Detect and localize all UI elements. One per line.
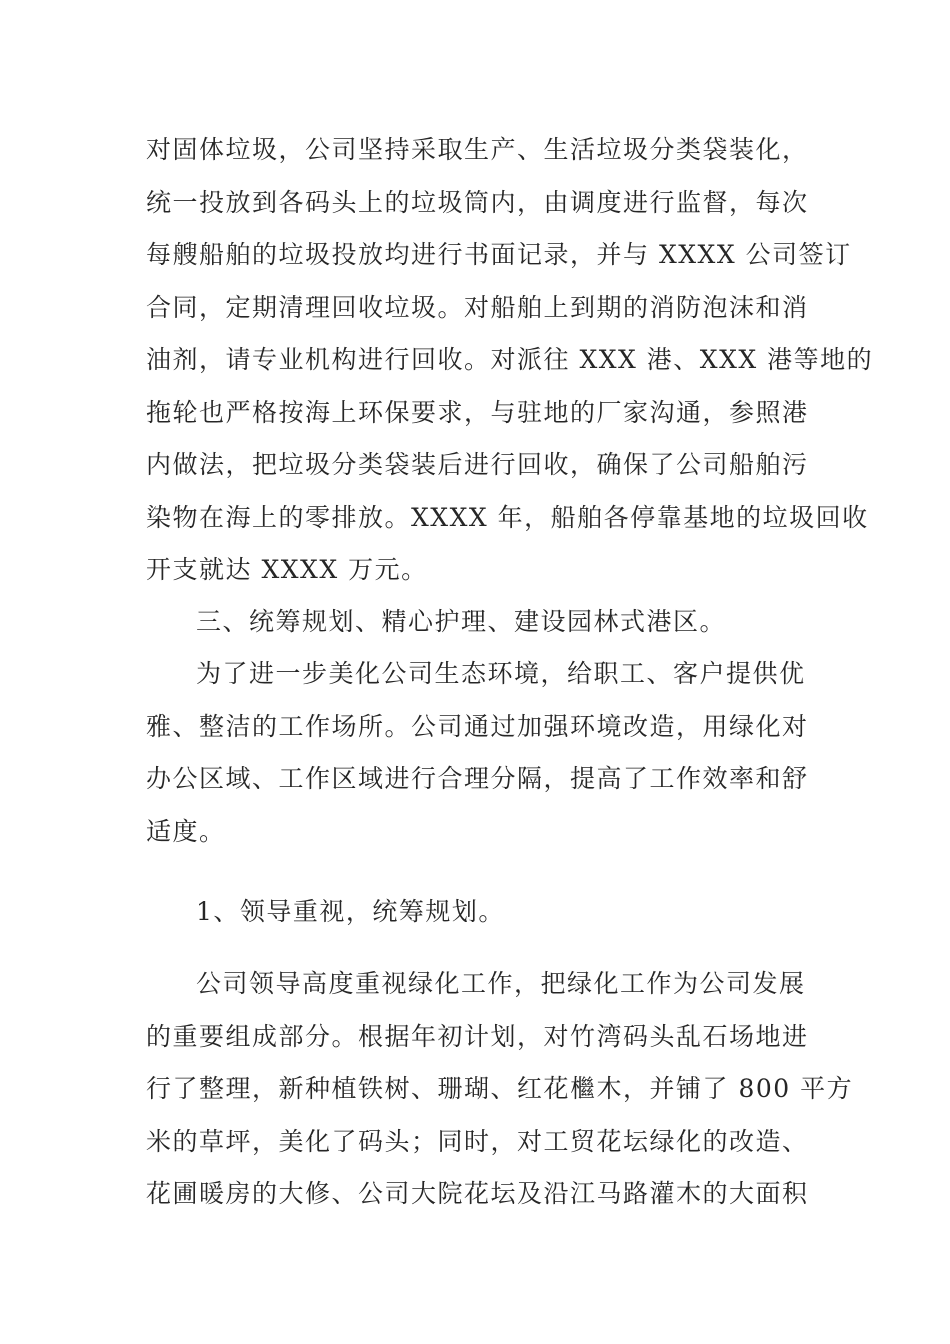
- text-line: 的重要组成部分。根据年初计划，对竹湾码头乱石场地进: [146, 1021, 809, 1051]
- text-line: 花圃暖房的大修、公司大院花坛及沿江马路灌木的大面积: [146, 1179, 809, 1208]
- subheading-one: [146, 886, 806, 939]
- text-line: 油剂，请专业机构进行回收。对派往 XXX 港、XXX 港等地的: [146, 345, 874, 374]
- text-line: 合同，定期清理回收垃圾。对船舶上到期的消防泡沫和消: [146, 292, 809, 322]
- text-line: 公司领导高度重视绿化工作，把绿化工作为公司发展: [196, 969, 806, 998]
- section-heading: 三、统筹规划、精心护理、建设园林式港区。: [196, 607, 727, 636]
- text-line: 米的草坪，美化了码头；同时，对工贸花坛绿化的改造、: [146, 1126, 809, 1156]
- text-line: 拖轮也严格按海上环保要求，与驻地的厂家沟通，参照港: [146, 397, 809, 427]
- text-line: 行了整理，新种植铁树、珊瑚、红花檵木，并铺了 800 平方: [146, 1074, 854, 1103]
- subsection-heading: 1、领导重视，统筹规划。: [196, 897, 505, 926]
- text-line: 为了进一步美化公司生态环境，给职工、客户提供优: [196, 659, 806, 688]
- paragraph-beautify-environment: [146, 648, 809, 858]
- text-line: 开支就达 XXXX 万元。: [146, 555, 428, 584]
- text-line: 内做法，把垃圾分类袋装后进行回收，确保了公司船舶污: [146, 450, 809, 479]
- text-line: 雅、整洁的工作场所。公司通过加强环境改造，用绿化对: [146, 711, 809, 741]
- text-line: 对固体垃圾，公司坚持采取生产、生活垃圾分类袋装化，: [146, 135, 809, 164]
- text-line: 办公区域、工作区域进行合理分隔，提高了工作效率和舒: [146, 764, 809, 793]
- paragraph-leadership: [146, 958, 854, 1221]
- text-line: 统一投放到各码头上的垃圾筒内，由调度进行监督，每次: [146, 187, 809, 217]
- text-line: 适度。: [146, 816, 226, 846]
- paragraph-solid-waste: [146, 124, 874, 597]
- section-heading-three: [146, 596, 806, 649]
- text-line: 染物在海上的零排放。XXXX 年，船舶各停靠基地的垃圾回收: [146, 502, 869, 532]
- text-line: 每艘船舶的垃圾投放均进行书面记录，并与 XXXX 公司签订: [146, 240, 852, 269]
